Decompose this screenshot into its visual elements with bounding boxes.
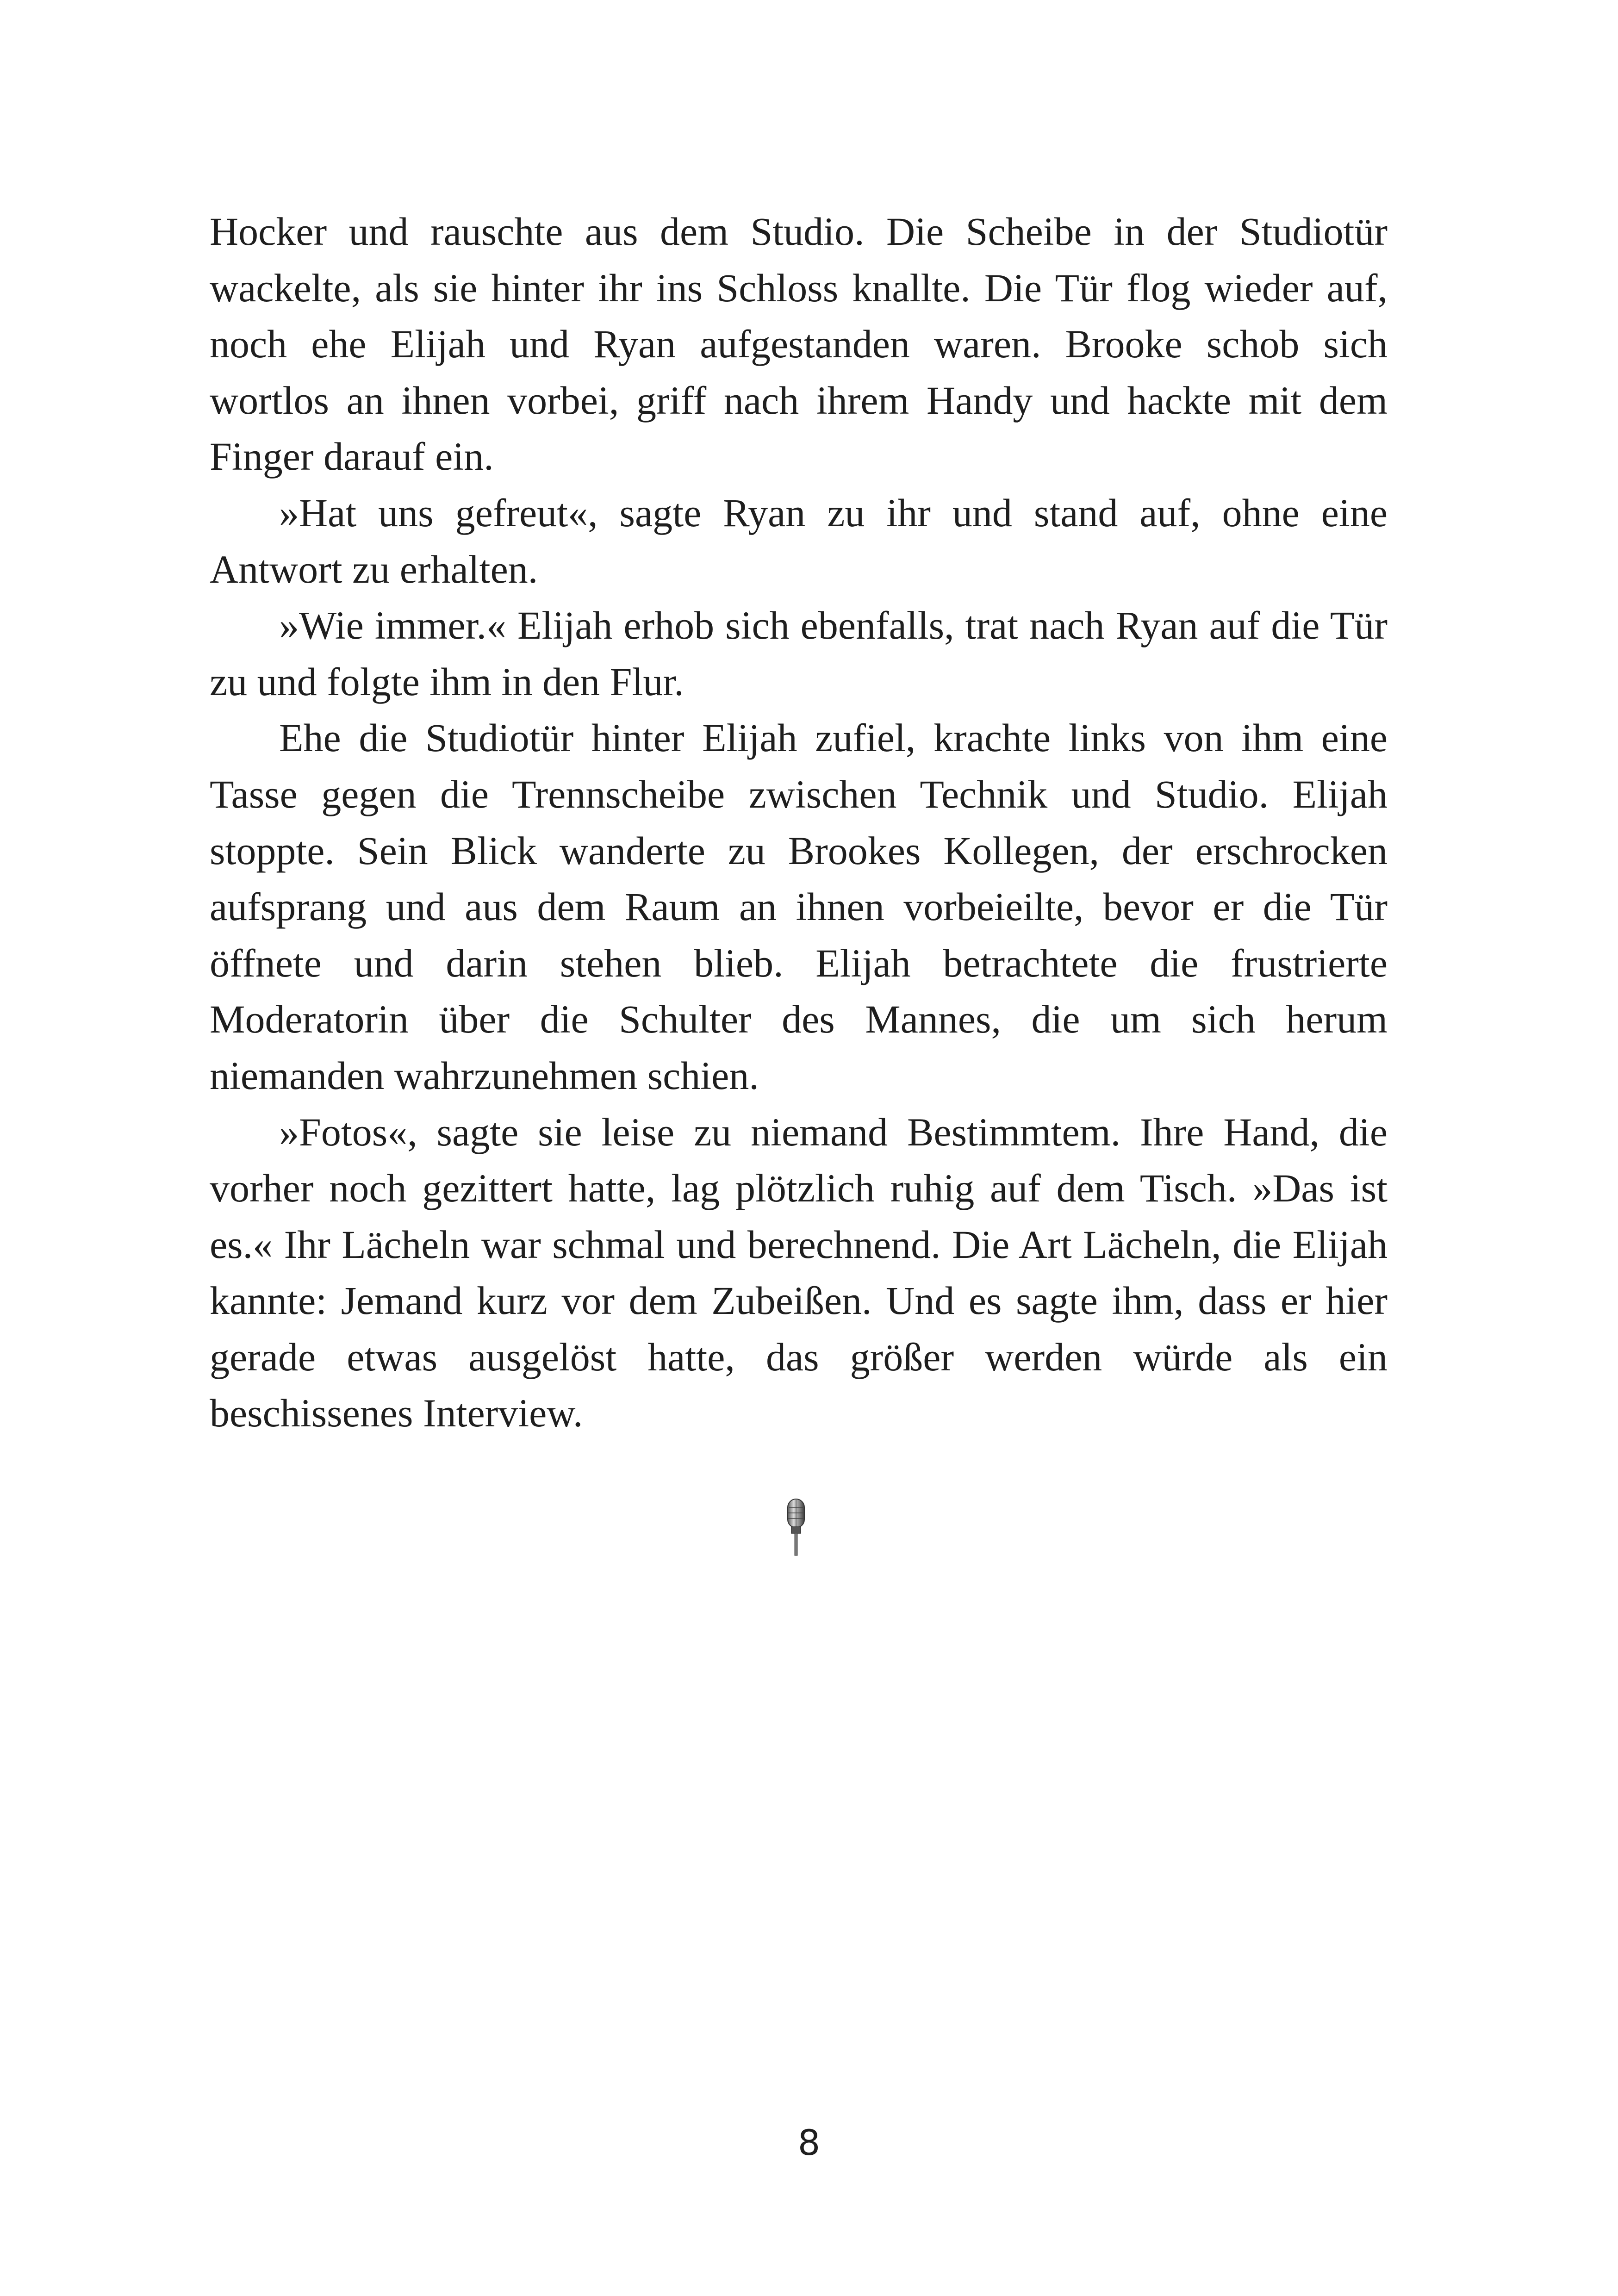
paragraph-2: »Hat uns gefreut«, sagte Ryan zu ihr und stand auf, ohne eine Antwort zu erhalten.: [210, 490, 1388, 591]
paragraph-3: »Wie immer.« Elijah erhob sich ebenfalls, trat nach Ryan auf die Tür zu und folgte ihm in den Flur.: [210, 603, 1388, 704]
paragraph-5: »Fotos«, sagte sie leise zu niemand Bestimmtem. Ihre Hand, die vorher noch gezittert hatte, lag plötzlich ruhig auf dem Tisch. »Das ist es.« Ihr Lächeln war schmal und berechnend. Die Art Lächeln, die Elijah kannte: Jemand kurz vor dem Zubeißen. Und es sagte ihm, dass er hier gerade etwas ausgelöst hatte, das größer werden würde als ein beschissenes Interview.: [210, 1109, 1388, 1436]
page-number: 8: [797, 2122, 821, 2163]
body-text: [210, 204, 1388, 1442]
paragraph-1: Hocker und rauschte aus dem Studio. Die Scheibe in der Studiotür wackelte, als sie hinter ihr ins Schloss knallte. Die Tür flog wieder auf, noch ehe Elijah und Ryan aufgestanden waren. Brooke schob sich wortlos an ihnen vorbei, griff nach ihrem Handy und hackte mit dem Finger darauf ein.: [210, 209, 1388, 479]
paragraph-4: Ehe die Studiotür hinter Elijah zufiel, krachte links von ihm eine Tasse gegen die Trennscheibe zwischen Technik und Studio. Elijah stoppte. Sein Blick wanderte zu Brookes Kollegen, der erschrocken aufsprang und aus dem Raum an ihnen vorbeieilte, bevor er die Tür öffnete und darin stehen blieb. Elijah betrachtete die frustrierte Moderatorin über die Schulter des Mannes, die um sich herum niemanden wahrzunehmen schien.: [210, 716, 1388, 1098]
microphone-icon: [782, 1497, 810, 1557]
scene-break-ornament: [782, 1497, 810, 1557]
